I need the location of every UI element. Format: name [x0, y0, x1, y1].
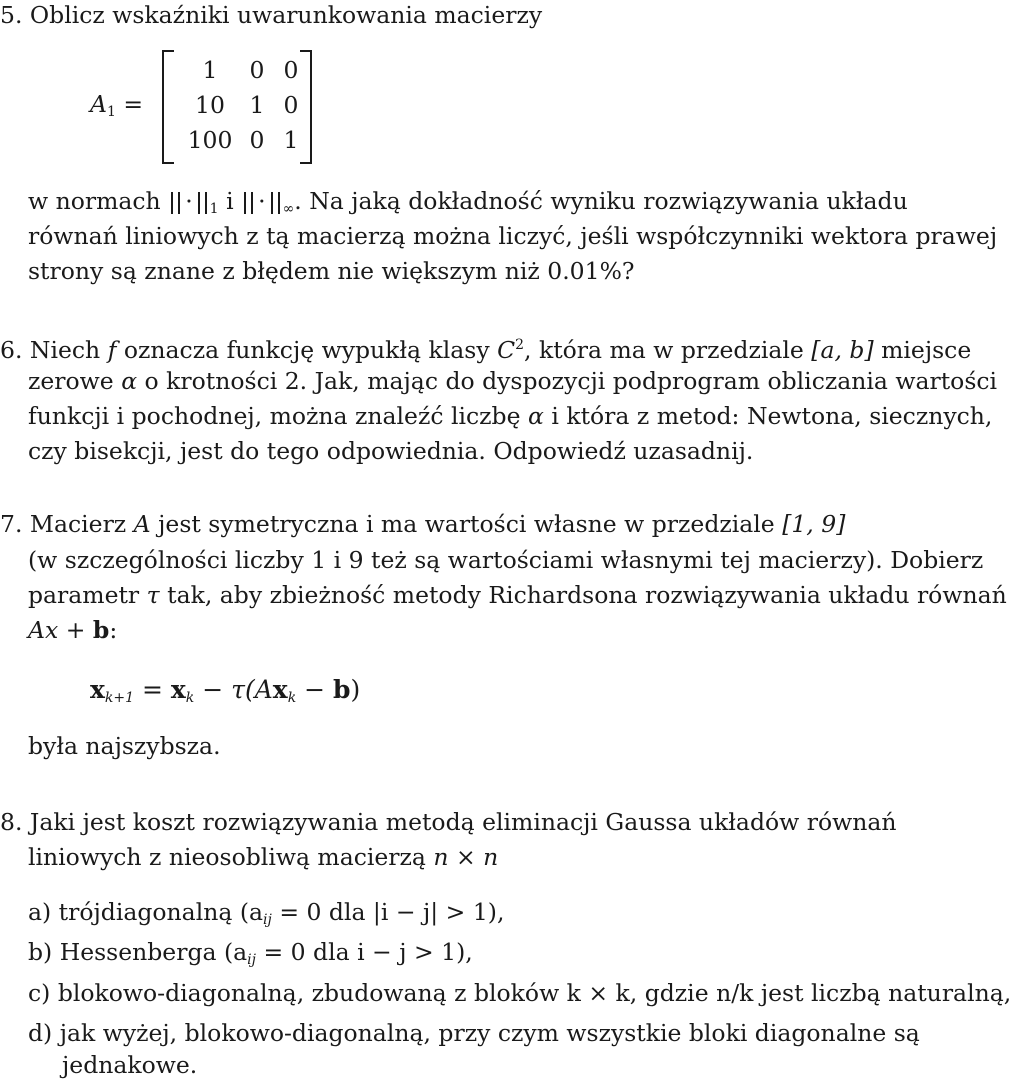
- formula-x: x: [90, 675, 105, 704]
- matrix-cell: 0: [249, 56, 265, 84]
- norm-inf-sub: ∞: [282, 201, 295, 217]
- q6-C-sup: 2: [515, 337, 525, 353]
- matrix-grid: [182, 56, 306, 161]
- q6-line-4: czy bisekcji, jest do tego odpowiednia. Odpowiedź uzasadnij.: [28, 437, 754, 465]
- q6-line-1: [0, 330, 971, 365]
- norm-1-sub: 1: [209, 201, 219, 217]
- matrix-cell: 1: [283, 126, 299, 154]
- q8-b-label: b): [28, 938, 53, 966]
- q5-l1a: w normach: [28, 187, 161, 215]
- q8-l1: Jaki jest koszt rozwiązywania metodą eliminacji Gaussa układów równań: [29, 808, 897, 836]
- q6-alpha-2: α: [527, 402, 544, 430]
- matrix-cell: 0: [283, 56, 299, 84]
- norm-inf-bars: [244, 192, 253, 214]
- formula-eq: =: [141, 675, 163, 704]
- q8-line-2: [28, 842, 498, 872]
- q8-b-text: Hessenberga (a: [59, 938, 248, 966]
- matrix-equals: =: [123, 90, 144, 118]
- formula-x3: x: [272, 675, 288, 704]
- q8-c-text: blokowo-diagonalną, zbudowaną z bloków k × k, gdzie n/k jest liczbą naturalną,: [57, 979, 1011, 1007]
- formula-minus-2: −: [304, 675, 326, 704]
- matrix-cell: 10: [195, 91, 225, 119]
- q8-d-label: d): [28, 1019, 53, 1047]
- q6-l3a: funkcji i pochodnej, można znaleźć liczbę: [28, 402, 521, 430]
- q7-l3b: tak, aby zbieżność metody Richardsona rozwiązywania układu równań: [167, 581, 1007, 609]
- q6-f: f: [107, 336, 117, 364]
- q7-interval: [1, 9]: [782, 510, 846, 538]
- q6-l3b: i która z metod: Newtona, siecznych,: [551, 402, 993, 430]
- q8-b-sub: ij: [247, 952, 256, 968]
- q7-tau: τ: [146, 581, 160, 609]
- q6-line-2: [28, 366, 997, 396]
- q8-a-sub: ij: [263, 912, 272, 928]
- q7-line-2: (w szczególności liczby 1 i 9 też są wartościami własnymi tej macierzy). Dobierz: [28, 546, 984, 574]
- q6-l2a: zerowe: [28, 367, 114, 395]
- q8-line-1: [0, 807, 897, 837]
- q8-nxn: n × n: [433, 843, 499, 871]
- matrix-name: A: [90, 90, 107, 118]
- norm-inf-bars-right: [271, 192, 280, 214]
- q5-i: i: [226, 187, 234, 215]
- q7-l3a: parametr: [28, 581, 140, 609]
- norm-1-bars: [171, 192, 180, 214]
- q8-b-rest: = 0 dla i − j > 1),: [255, 938, 473, 966]
- q5-line-1: w normach · $_1$ i · $_\infty$. Na jaką dokładność wyniku rozwiązywania układu: [28, 187, 908, 217]
- q8-number: 8.: [0, 808, 23, 836]
- formula-close: ): [350, 675, 361, 704]
- q7-line-4: [28, 615, 117, 645]
- left-bracket: [162, 50, 174, 164]
- q8-l2a: liniowych z nieosobliwą macierzą: [28, 843, 426, 871]
- matrix-cell: 100: [187, 126, 233, 154]
- q5-line-3: strony są znane z błędem nie większym niż 0.01%?: [28, 257, 635, 285]
- q6-number: 6.: [0, 336, 23, 364]
- q8-a-label: a): [28, 898, 52, 926]
- q7-line-3: [28, 580, 1007, 610]
- formula-tau-A: τ(A: [231, 675, 273, 704]
- q7-line-1: [0, 509, 845, 539]
- q8-item-b: [28, 937, 473, 975]
- q5-l1b: . Na jaką dokładność wyniku rozwiązywania układu: [294, 187, 908, 215]
- q6-line-3: [28, 401, 992, 431]
- formula-sub-k: k: [185, 690, 195, 706]
- q5-line-2: równań liniowych z tą macierzą można liczyć, jeśli współczynniki wektora prawej: [28, 222, 998, 250]
- q6-l2b: o krotności 2. Jak, mając do dyspozycji podprogram obliczania wartości: [144, 367, 998, 395]
- q6-C: C: [497, 336, 516, 364]
- q8-item-a: [28, 897, 504, 935]
- q7-plus: +: [65, 616, 86, 644]
- q5-number: 5.: [0, 1, 23, 29]
- q8-a-rest: = 0 dla |i − j| > 1),: [271, 898, 505, 926]
- q7-Ax: Ax: [28, 616, 59, 644]
- formula-x2: x: [170, 675, 186, 704]
- q7-A: A: [133, 510, 151, 538]
- q8-item-d-cont: jednakowe.: [62, 1051, 198, 1079]
- q7-colon: :: [109, 616, 118, 644]
- q7-b: b: [92, 616, 110, 644]
- right-bracket: [300, 50, 312, 164]
- q6-alpha: α: [121, 367, 138, 395]
- formula-sub-k2: k: [287, 690, 297, 706]
- q5-title-line: [0, 0, 542, 30]
- matrix-lhs: [90, 90, 143, 120]
- q6-l1d: miejsce: [881, 336, 972, 364]
- q6-l1c: , która ma w przedziale: [524, 336, 804, 364]
- q8-item-c: [28, 978, 1011, 1008]
- q6-interval: [a, b]: [811, 336, 874, 364]
- q7-number: 7.: [0, 510, 23, 538]
- q7-l1a: Macierz: [29, 510, 127, 538]
- q8-item-d: [28, 1018, 920, 1048]
- q7-line-5: była najszybsza.: [28, 732, 221, 760]
- q5-title: Oblicz wskaźniki uwarunkowania macierzy: [29, 1, 543, 29]
- q7-l1b: jest symetryczna i ma wartości własne w przedziale: [158, 510, 775, 538]
- richardson-formula: [90, 675, 360, 713]
- formula-minus: −: [202, 675, 224, 704]
- q8-c-label: c): [28, 979, 51, 1007]
- matrix-cell: 0: [283, 91, 299, 119]
- q6-l1a: Niech: [29, 336, 101, 364]
- matrix-cell: 1: [249, 91, 265, 119]
- formula-sub-k1: k+1: [104, 690, 135, 706]
- matrix-cell: 0: [249, 126, 265, 154]
- q6-l1b: oznacza funkcję wypukłą klasy: [123, 336, 490, 364]
- matrix-sub: 1: [106, 104, 116, 120]
- matrix-cell: 1: [202, 56, 218, 84]
- q8-d-text: jak wyżej, blokowo-diagonalną, przy czym wszystkie bloki diagonalne są: [59, 1019, 920, 1047]
- q8-a-text: trójdiagonalną (a: [58, 898, 264, 926]
- norm-1-bars-right: [198, 192, 207, 214]
- formula-b: b: [333, 675, 351, 704]
